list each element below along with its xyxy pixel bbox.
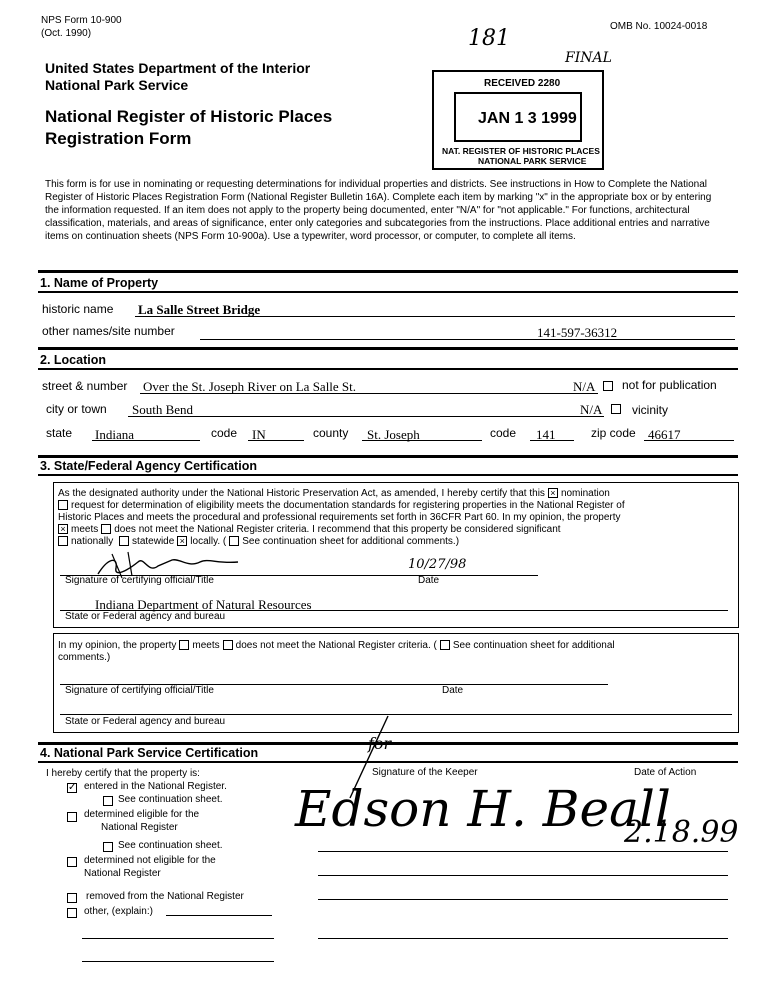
field-line — [362, 440, 482, 441]
opinion-not-meet-label: does not meet the National Register criteria. ( — [235, 640, 437, 651]
entered-label: entered in the National Register. — [84, 781, 227, 792]
opinion-text: In my opinion, the property — [58, 640, 177, 651]
nomination-label: nomination — [560, 488, 610, 499]
handwritten-final: FINAL — [565, 50, 612, 66]
code-label: code — [211, 426, 238, 440]
cert-line-1 — [58, 488, 610, 500]
removed-checkbox[interactable] — [67, 893, 77, 903]
meets-label: meets — [71, 524, 99, 535]
handwritten-number: 181 — [468, 26, 510, 51]
stamp-line1: NAT. REGISTER OF HISTORIC PLACES — [442, 146, 600, 156]
received-stamp — [432, 70, 604, 170]
opinion-line — [58, 640, 615, 652]
cert-line-2 — [58, 500, 625, 512]
other-checkbox[interactable] — [67, 908, 77, 918]
continuation-checkbox[interactable] — [229, 536, 239, 546]
does-not-meet-checkbox[interactable] — [101, 524, 111, 534]
field-line — [92, 440, 200, 441]
page-title: National Register of Historic Places — [45, 107, 333, 126]
date-label: Date — [418, 575, 440, 586]
nationally-label: nationally — [71, 536, 114, 547]
keeper-line — [318, 851, 728, 852]
section-2-heading: 2. Location — [40, 353, 106, 367]
cert-line-3: Historic Places and meets the procedural and professional requirements set forth in 36CFR Part 60. In my opinion, the property — [58, 512, 621, 523]
statewide-label: statewide — [132, 536, 175, 547]
action-date[interactable]: 2.18.99 — [624, 815, 739, 850]
opinion-meets-label: meets — [192, 640, 220, 651]
handwritten-for: for — [368, 734, 392, 753]
vicinity-label: vicinity — [632, 403, 669, 417]
keeper-line — [318, 875, 728, 876]
form-date: (Oct. 1990) — [41, 28, 92, 39]
county-code-label: code — [490, 426, 517, 440]
historic-name-label: historic name — [42, 302, 114, 316]
section-rule — [38, 368, 738, 370]
not-for-publication-checkbox[interactable] — [603, 381, 613, 391]
nomination-checkbox[interactable]: × — [548, 488, 558, 498]
continuation-label: See continuation sheet for additional comments.) — [242, 536, 460, 547]
other-label: other, (explain:) — [84, 906, 153, 917]
eligible-checkbox[interactable] — [67, 812, 77, 822]
city-na: N/A — [580, 402, 603, 417]
form-number: NPS Form 10-900 — [41, 15, 122, 26]
street-label: street & number — [42, 379, 128, 393]
request-checkbox[interactable] — [58, 500, 68, 510]
field-line — [530, 440, 574, 441]
stamp-received: RECEIVED 2280 — [484, 78, 561, 89]
entered-checkbox[interactable]: ✓ — [68, 782, 77, 793]
not-for-publication-label: not for publication — [622, 378, 717, 392]
not-eligible-label: determined not eligible for the — [84, 855, 216, 866]
opinion-continuation-checkbox[interactable] — [440, 640, 450, 650]
field-line — [128, 416, 604, 417]
keeper-label: Signature of the Keeper — [372, 767, 478, 778]
certification-date[interactable]: 10/27/98 — [408, 557, 467, 572]
cert-line-4 — [58, 524, 561, 536]
keeper-line — [318, 938, 728, 939]
statewide-checkbox[interactable] — [119, 536, 129, 546]
historic-name-value[interactable]: La Salle Street Bridge — [138, 302, 261, 317]
section-rule — [38, 291, 738, 293]
service-name: National Park Service — [45, 77, 189, 93]
other-line — [82, 961, 274, 962]
cert-line-2-text: request for determination of eligibility meets the documentation standards for registering properties in the National Register of — [71, 500, 625, 511]
city-label: city or town — [46, 402, 107, 416]
field-line — [644, 440, 734, 441]
section-3-heading: 3. State/Federal Agency Certification — [40, 459, 257, 473]
opinion-not-meet-checkbox[interactable] — [223, 640, 233, 650]
stamp-line2: NATIONAL PARK SERVICE — [478, 156, 587, 166]
county-value[interactable]: St. Joseph — [367, 427, 420, 442]
city-value[interactable]: South Bend — [132, 402, 194, 417]
cert-line-1-text: As the designated authority under the National Historic Preservation Act, as amended, I hereby certify that this — [58, 488, 545, 499]
section-rule — [38, 474, 738, 476]
field-line — [135, 316, 735, 317]
stamp-date: JAN 1 3 1999 — [478, 110, 577, 127]
opinion-comments: comments.) — [58, 652, 111, 663]
eligible-label-2: National Register — [101, 822, 178, 833]
agency-label-2: State or Federal agency and bureau — [65, 716, 226, 727]
keeper-line — [318, 899, 728, 900]
section-1-heading: 1. Name of Property — [40, 276, 159, 290]
opinion-meets-checkbox[interactable] — [179, 640, 189, 650]
field-line — [200, 339, 735, 340]
agency-value[interactable]: Indiana Department of Natural Resources — [95, 597, 312, 612]
field-line — [140, 393, 598, 394]
locally-checkbox[interactable]: × — [177, 536, 187, 546]
other-names-label: other names/site number — [42, 324, 175, 338]
omb-number: OMB No. 10024-0018 — [610, 21, 708, 32]
see-continuation-label-1: See continuation sheet. — [118, 794, 223, 805]
action-date-label: Date of Action — [634, 767, 697, 778]
cert-line-4-text: does not meet the National Register criteria. I recommend that this property be considered significant — [114, 524, 561, 535]
vicinity-checkbox[interactable] — [611, 404, 621, 414]
see-continuation-checkbox-1[interactable] — [103, 796, 113, 806]
section-rule — [38, 270, 738, 273]
signature-label: Signature of certifying official/Title — [65, 575, 214, 586]
other-line — [82, 938, 274, 939]
field-line — [248, 440, 304, 441]
other-line — [166, 915, 272, 916]
not-eligible-checkbox[interactable] — [67, 857, 77, 867]
page-subtitle: Registration Form — [45, 129, 192, 148]
agency-label: State or Federal agency and bureau — [65, 611, 226, 622]
eligible-label: determined eligible for the — [84, 809, 200, 820]
see-continuation-label-2: See continuation sheet. — [118, 840, 223, 851]
opinion-continuation-label: See continuation sheet for additional — [452, 640, 615, 651]
signature-label-2: Signature of certifying official/Title — [65, 685, 214, 696]
cert-line-5 — [58, 536, 459, 548]
state-value[interactable]: Indiana — [95, 427, 134, 442]
locally-label: locally. ( — [190, 536, 227, 547]
not-eligible-label-2: National Register — [84, 868, 161, 879]
street-value[interactable]: Over the St. Joseph River on La Salle St. — [143, 379, 357, 394]
stamp-date-box — [454, 92, 582, 142]
section-4-heading: 4. National Park Service Certification — [40, 746, 259, 760]
removed-label: removed from the National Register — [86, 891, 244, 902]
nationally-checkbox[interactable] — [58, 536, 68, 546]
date-label-2: Date — [442, 685, 464, 696]
county-code-value[interactable]: 141 — [536, 427, 556, 442]
zip-label: zip code — [591, 426, 636, 440]
meets-checkbox[interactable]: × — [58, 524, 68, 534]
section-rule — [38, 347, 738, 350]
section-rule — [38, 455, 738, 458]
code-value[interactable]: IN — [252, 427, 266, 442]
see-continuation-checkbox-2[interactable] — [103, 842, 113, 852]
street-na: N/A — [573, 379, 596, 394]
department-name: United States Department of the Interior — [45, 60, 311, 76]
state-label: state — [46, 426, 73, 440]
certify-text: I hereby certify that the property is: — [46, 768, 200, 779]
county-label: county — [313, 426, 349, 440]
zip-value[interactable]: 46617 — [648, 427, 681, 442]
keeper-signature[interactable]: Edson H. Beall — [295, 780, 671, 838]
site-number-value[interactable]: 141-597-36312 — [537, 325, 618, 340]
intro-instructions: This form is for use in nominating or requesting determinations for individual properties and districts. See instructions in How to Complete the National Register of Historic Places Registration Form (National Register Bulletin 16A). Complete each item by marking "x" in the appropriate box or by entering the information requested. If an item does not apply to the property being documented, enter "N/A" for "not applicable." For functions, architectural classification, materials, and areas of significance, enter only categories and subcategories from the instructions. Place additional entries and narrative items on continuation sheets (NPS Form 10-900a). Use a typewriter, word processor, or computer, to complete all items. — [45, 179, 712, 242]
